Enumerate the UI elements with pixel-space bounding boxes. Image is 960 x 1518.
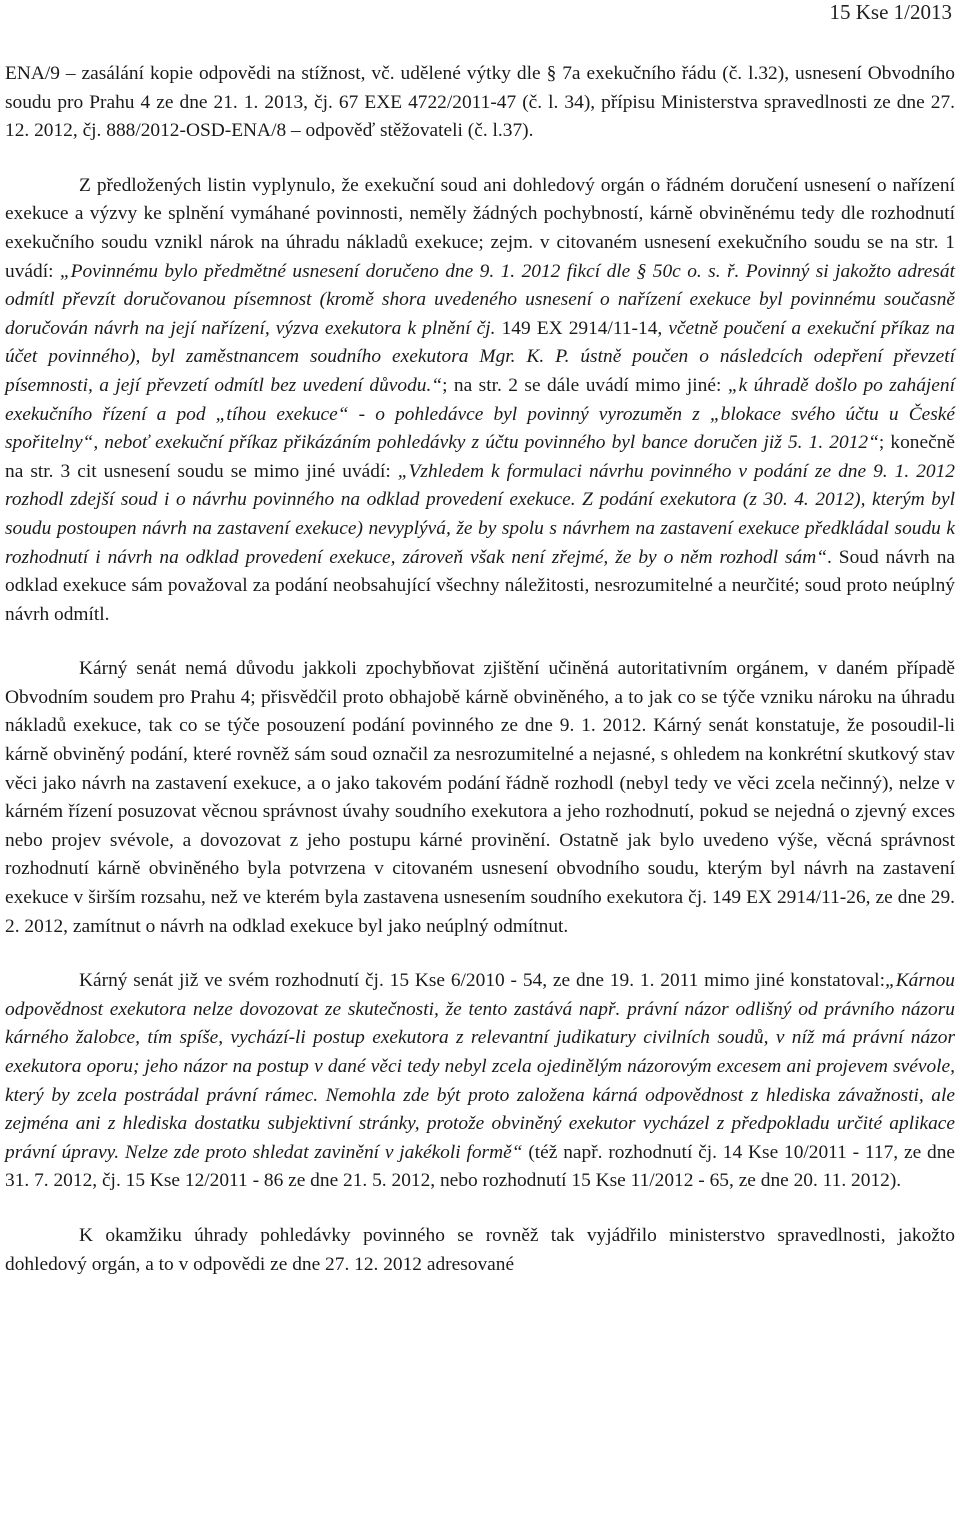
text-segment: Z předložených listin vyplynulo, že exekuční soud ani dohledový orgán o řádném doručení usnesení o nařízení exekuce a výzvy ke splnění vymáhané povinnosti, neměly žádných pochybností, kárně obviněnému tedy dle rozhodnutí exekučního soudu vznikl nárok na úhradu nákladů exekuce; zejm. v citovaném usnesení exekučního soudu se na str. 1 uvádí: [5,174,955,282]
paragraph-1 [5,60,955,146]
text-segment: ; na str. 2 se dále uvádí mimo jiné: [442,374,728,396]
document-body [5,60,955,1305]
paragraph-4 [5,967,955,1196]
text-segment: 149 EX 2914/11-14, [501,317,669,339]
quoted-text: „Povinnému bylo předmětné usnesení doručeno dne 9. 1. 2012 fikcí dle § 50c o. s. ř. Povinný si jakožto adresát odmítl převzít doručovanou písemnost (kromě shora uvedeného usnesení o nařízení exekuce byl povinnému současně doručován návrh na její nařízení, výzva exekutora k plnění čj. [5,260,955,339]
text-segment: K okamžiku úhrady pohledávky povinného se rovněž tak vyjádřilo ministerstvo spravedlnosti, jakožto dohledový orgán, a to v odpovědi ze dne 27. 12. 2012 adresované [5,1224,955,1275]
quoted-text: „Vzhledem k formulaci návrhu povinného v podání ze dne 9. 1. 2012 rozhodl zdejší soud i o návrhu povinného na odklad provedení exekuce. Z podání exekutora (z 30. 4. 2012), kterým byl soudu postoupen návrh na zastavení exekuce) nevyplývá, že by spolu s návrhem na zastavení exekuce předkládal soudu k rozhodnutí i návrh na odklad provedení exekuce, zároveň však není zřejmé, že by o něm rozhodl sám“ [5,460,955,568]
paragraph-3 [5,655,955,941]
text-segment: Kárný senát již ve svém rozhodnutí čj. 15 Kse 6/2010 - 54, ze dne 19. 1. 2011 mimo jiné konstatoval: [79,970,885,992]
text-segment: ; konečně na str. 3 cit usnesení soudu se mimo jiné uvádí: [5,432,955,482]
paragraph-2 [5,172,955,630]
quoted-text: „k úhradě došlo po zahájení exekučního řízení a pod „tíhou exekuce“ - o pohledávce byl povinný vyrozuměn z „blokace svého účtu u České spořitelny“, neboť exekuční příkaz přikázáním pohledávky z účtu povinného byl bance doručen již 5. 1. 2012“ [5,374,955,454]
text-segment: ENA/9 – zasálání kopie odpovědi na stížnost, vč. udělené výtky dle § 7a exekučního řádu (č. l.32), usnesení Obvodního soudu pro Prahu 4 ze dne 21. 1. 2013, čj. 67 EXE 4722/2011-47 (č. l. 34), přípisu Ministerstva spravedlnosti ze dne 27. 12. 2012, čj. 888/2012-OSD-ENA/8 – odpověď stěžovateli (č. l.37). [5,63,955,142]
quoted-text: „Kárnou odpovědnost exekutora nelze dovozovat ze skutečnosti, že tento zastává např. právní názor odlišný od právního názoru kárného žalobce, tím spíše, vychází-li postup exekutora z relevantní judikatury civilních soudů, v níž má právní názor exekutora oporu; jeho názor na postup v dané věci tedy nebyl zcela ojedinělým názorovým excesem ani projevem svévole, který by zcela postrádal právní rámec. Nemohla zde být proto založena kárná odpovědnost z hlediska závažnosti, ale zejména ani z hlediska dostatku subjektivní stránky, protože obviněný exekutor vycházel z předpokladu určité aplikace právní úpravy. Nelze zde proto shledat zavinění v jakékoli formě“ [5,970,955,1163]
text-segment: (též např. rozhodnutí čj. 14 Kse 10/2011 - 117, ze dne 31. 7. 2012, čj. 15 Kse 12/2011 - 86 ze dne 21. 5. 2012, nebo rozhodnutí 15 Kse 11/2012 - 65, ze dne 20. 11. 2012). [5,1141,955,1192]
page-header-case-number: 15 Kse 1/2013 [829,0,952,24]
paragraph-5 [5,1222,955,1279]
text-segment: Kárný senát nemá důvodu jakkoli zpochybňovat zjištění učiněná autoritativním orgánem, v daném případě Obvodním soudem pro Prahu 4; přisvědčil proto obhajobě kárně obviněného, a to jak co se týče vzniku nároku na úhradu nákladů exekuce, tak co se týče posouzení podání povinného ze dne 9. 1. 2012. Kárný senát konstatuje, že posoudil-li kárně obviněný podání, které rovněž sám soud označil za nesrozumitelné a nejasné, s ohledem na konkrétní skutkový stav věci jako návrh na zastavení exekuce, a o jako takovém podání řádně rozhodl (nebyl tedy ve věci zcela nečinný), nelze v kárném řízení posuzovat věcnou správnost úvahy soudního exekutora a jeho rozhodnutí, pokud se nejedná o zjevný exces nebo projev svévole, a dovozovat z jeho postupu kárné provinění. Ostatně jak bylo uvedeno výše, věcná správnost rozhodnutí kárně obviněného byla potvrzena v citovaném usnesení obvodního soudu, kterým byl návrh na zastavení exekuce v širším rozsahu, než ve kterém byla zastavena usnesením soudního exekutora čj. 149 EX 2914/11-26, ze dne 29. 2. 2012, zamítnut o návrh na odklad exekuce byl jako neúplný odmítnut. [5,658,955,937]
text-segment: . Soud návrh na odklad exekuce sám považoval za podání neobsahující všechny náležitosti, nesrozumitelné a neurčité; soud proto neúplný návrh odmítl. [5,546,955,625]
quoted-text: včetně poučení a exekuční příkaz na účet povinného), byl zaměstnancem soudního exekutora Mgr. K. P. ústně poučen o následcích odepření převzetí písemnosti, a její převzetí odmítl bez uvedení důvodu.“ [5,317,955,396]
